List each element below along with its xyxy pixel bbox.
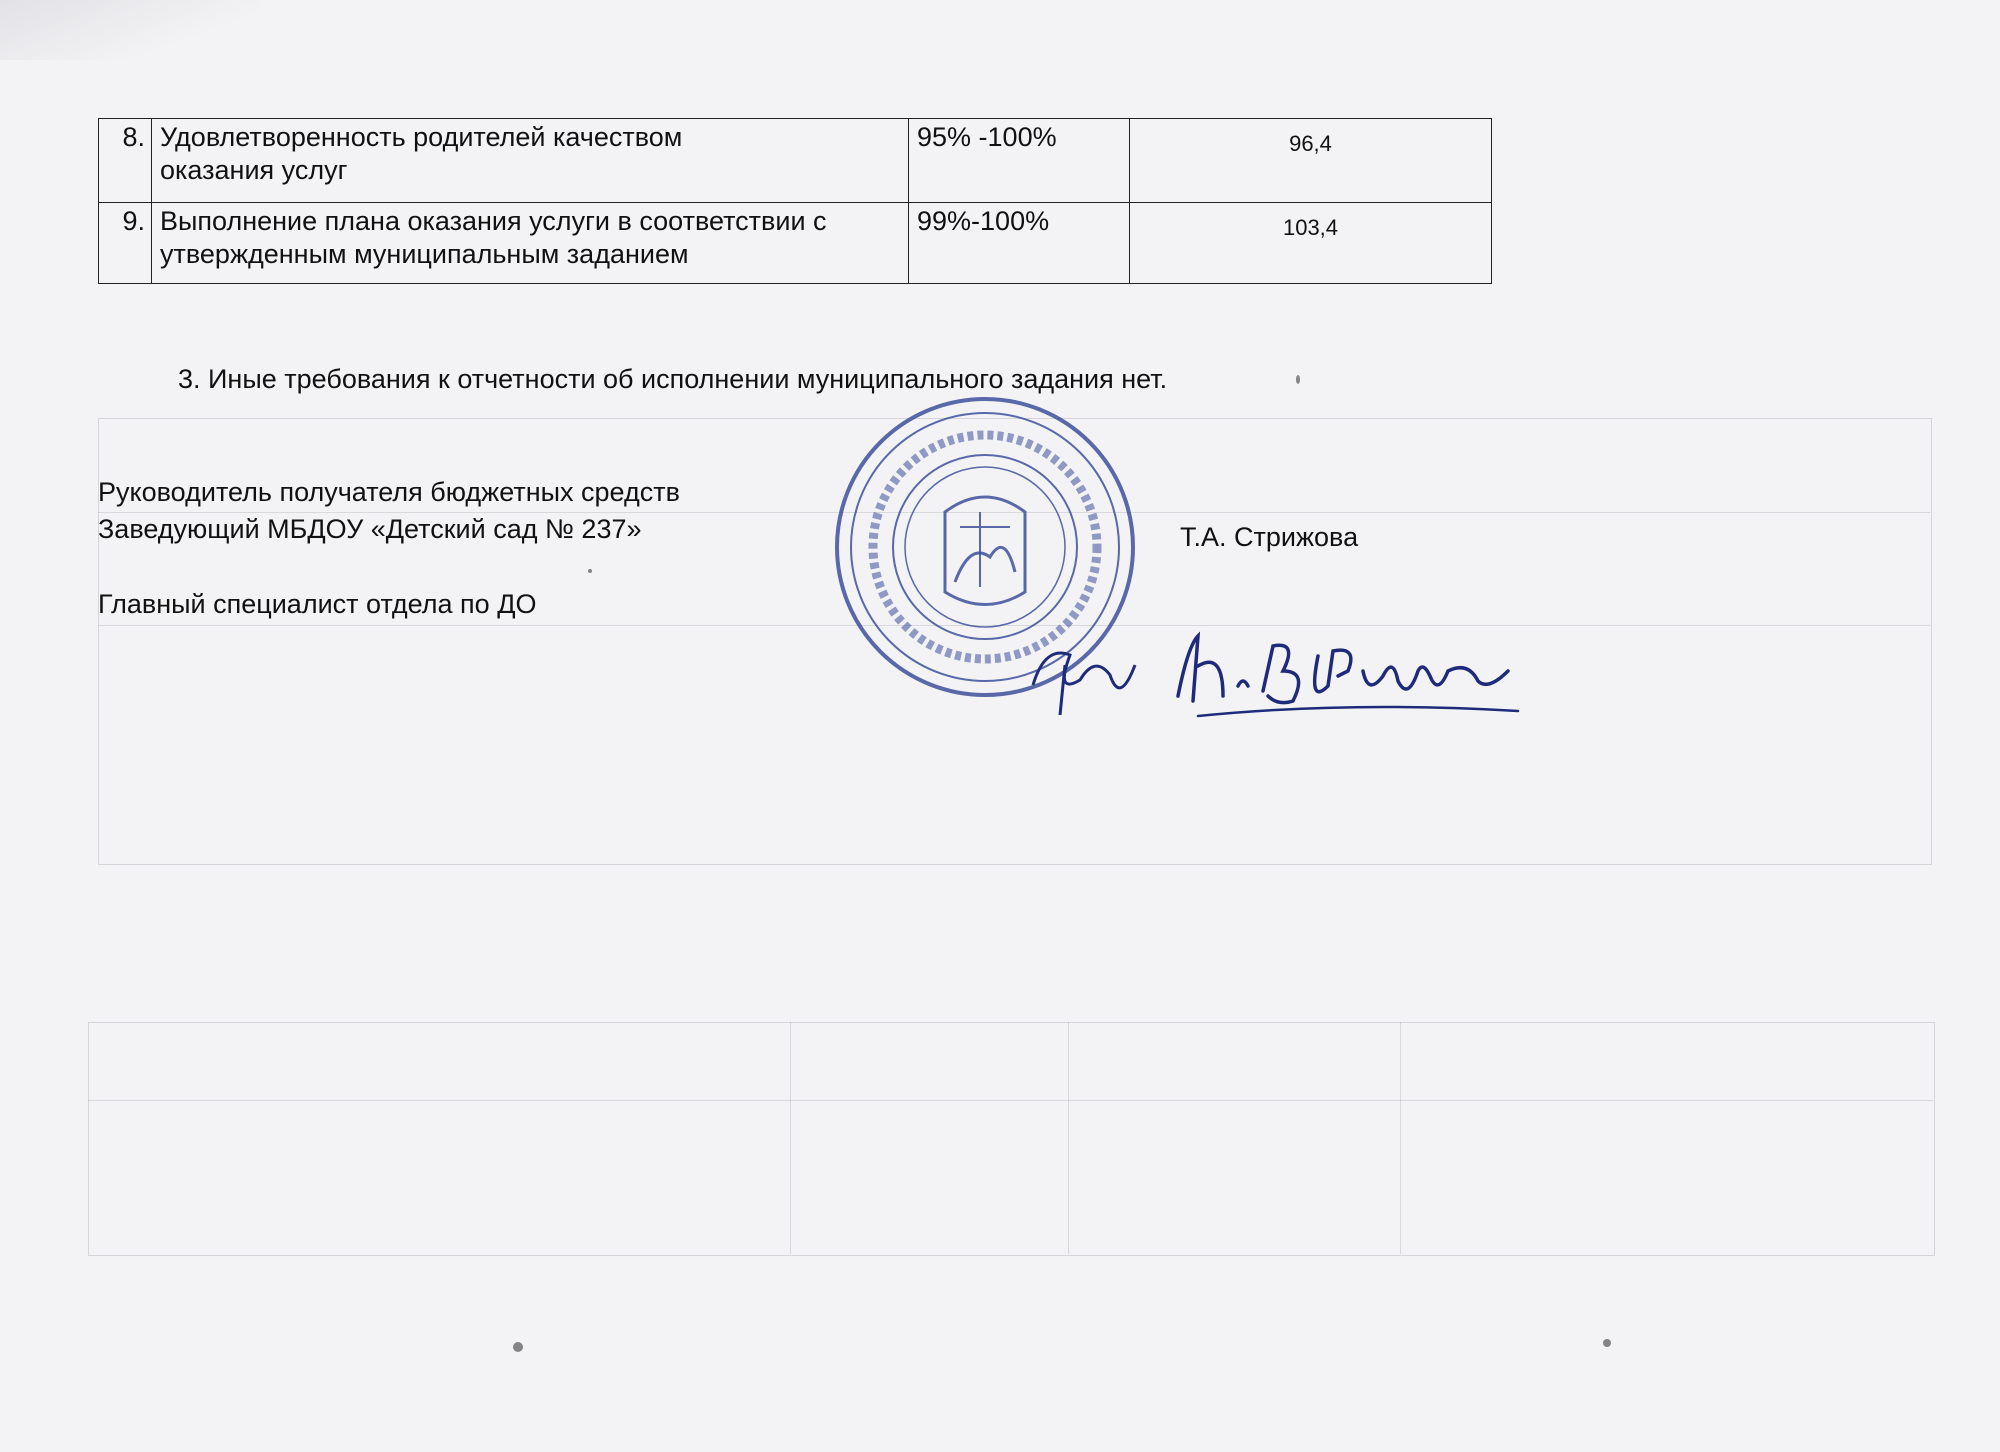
metric-name — [152, 119, 909, 203]
metric-name — [152, 203, 909, 284]
row-number: 8. — [99, 119, 152, 203]
table-row — [99, 203, 1492, 284]
handwritten-signature — [1168, 616, 1528, 726]
bleed-through-rule — [1068, 1022, 1069, 1254]
metric-name-line: оказания услуг — [160, 155, 348, 185]
head-name: Т.А. Стрижова — [1180, 522, 1359, 552]
metric-norm: 95% -100% — [909, 119, 1130, 203]
head-title-line-2: Заведующий МБДОУ «Детский сад № 237» — [98, 514, 642, 544]
paper-speck — [1296, 375, 1300, 384]
metric-value: 103,4 — [1130, 203, 1492, 284]
paper-speck — [1603, 1339, 1611, 1347]
bleed-through-rule — [88, 1100, 1933, 1101]
specialist-title: Главный специалист отдела по ДО — [98, 589, 537, 619]
bleed-through-rule — [790, 1022, 791, 1254]
quality-metrics-table — [98, 118, 1492, 284]
metric-norm: 99%-100% — [909, 203, 1130, 284]
handwritten-mark — [1025, 625, 1145, 720]
page-fold-shadow — [0, 0, 260, 60]
metric-name-line: Выполнение плана оказания услуги в соответствии с — [160, 206, 827, 236]
paper-speck — [588, 569, 592, 573]
metric-name-line: Удовлетворенность родителей качеством — [160, 122, 683, 152]
head-title-line-1: Руководитель получателя бюджетных средств — [98, 477, 680, 507]
paper-speck — [513, 1342, 523, 1352]
other-requirements-text: 3. Иные требования к отчетности об исполнении муниципального задания нет. — [178, 364, 1168, 394]
metric-value: 96,4 — [1130, 119, 1492, 203]
metric-name-line: утвержденным муниципальным заданием — [160, 239, 689, 269]
bleed-through-table-bottom — [88, 1022, 1935, 1256]
row-number: 9. — [99, 203, 152, 284]
bleed-through-rule — [1400, 1022, 1401, 1254]
table-row — [99, 119, 1492, 203]
